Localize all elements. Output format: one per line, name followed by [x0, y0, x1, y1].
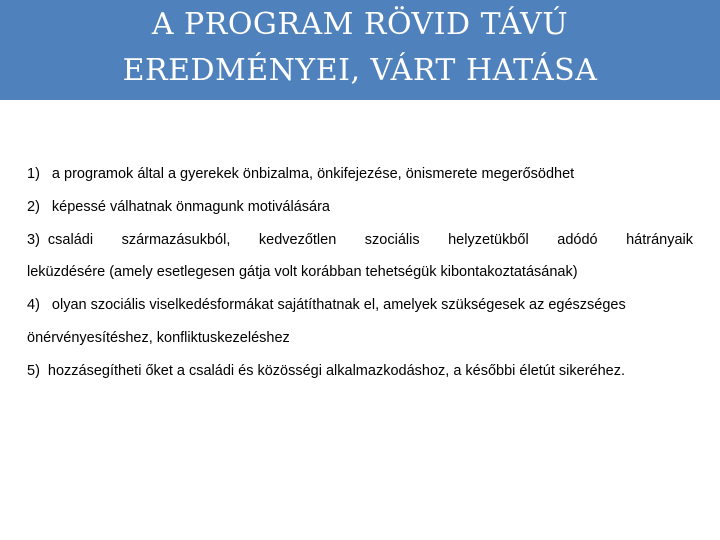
- list-item-4-continuation: önérvényesítéshez, konfliktuskezeléshez: [27, 329, 290, 346]
- slide-body: [27, 158, 693, 388]
- list-item-3: [27, 224, 693, 257]
- list-text: családi származásukból, kedvezőtlen szociális helyzetükből adódó hátrányaik: [47, 231, 693, 248]
- list-item-4: [27, 289, 693, 322]
- list-number: 1): [27, 166, 40, 182]
- slide-title-line-1: A PROGRAM RÖVID TÁVÚ: [151, 7, 569, 42]
- slide-title-line-2: EREDMÉNYEI, VÁRT HATÁSA: [122, 53, 598, 88]
- list-text: olyan szociális viselkedésformákat sajátíthatnak el, amelyek szükségesek az egészséges: [51, 297, 626, 314]
- list-number: 5): [27, 362, 40, 379]
- list-number: 2): [27, 198, 40, 215]
- list-item-2: [27, 191, 693, 224]
- list-text: hozzásegítheti őket a családi és közösségi alkalmazkodáshoz, a későbbi életút sikeréhez.: [47, 362, 626, 379]
- list-text: képessé válhatnak önmagunk motiválására: [51, 198, 330, 215]
- list-item-5: [27, 355, 693, 388]
- list-text: a programok által a gyerekek önbizalma, önkifejezése, önismerete megerősödhet: [51, 166, 575, 182]
- list-number: 4): [27, 297, 40, 314]
- list-number: 3): [27, 231, 40, 248]
- list-item-3-continuation: leküzdésére (amely esetlegesen gátja volt korábban tehetségük kibontakoztatásának): [27, 264, 578, 281]
- slide-title: [0, 0, 720, 96]
- list-item-1: [27, 158, 693, 191]
